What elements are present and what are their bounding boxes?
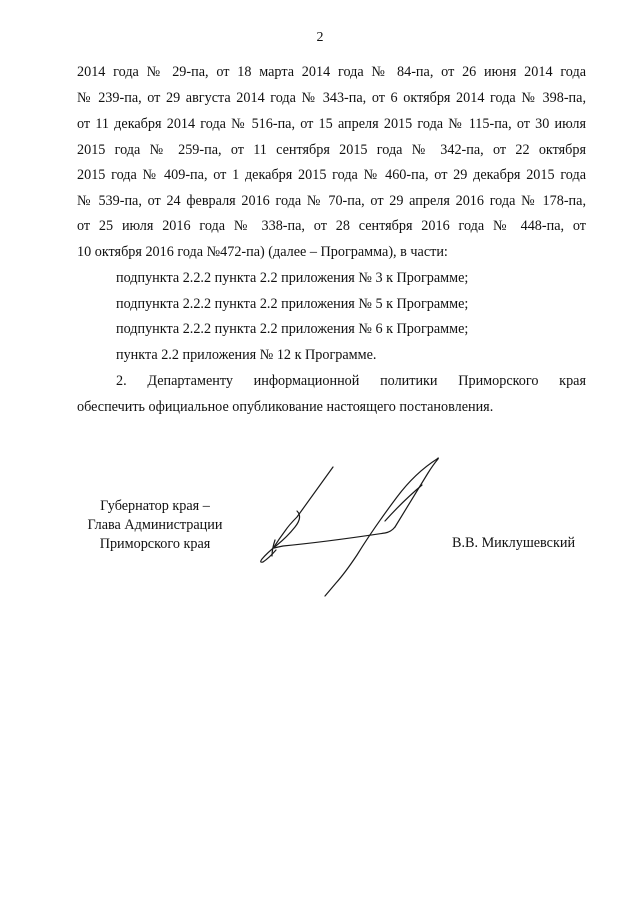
- signatory-title-line: Глава Администрации: [87, 517, 223, 533]
- list-item: пункта 2.2 приложения № 12 к Программе.: [116, 347, 377, 363]
- body-line: № 539-па, от 24 февраля 2016 года № 70-па, от 29 апреля 2016 года № 178-па,: [77, 193, 586, 209]
- body-line: 2015 года № 409-па, от 1 декабря 2015 года № 460-па, от 29 декабря 2015 года: [77, 167, 586, 183]
- signatory-title-line: Приморского края: [99, 536, 211, 552]
- handwritten-signature: [245, 455, 460, 605]
- body-line: 10 октября 2016 года №472-па) (далее – Программа), в части:: [77, 244, 448, 260]
- list-item: подпункта 2.2.2 пункта 2.2 приложения № 3 к Программе;: [116, 270, 469, 286]
- clause-2-line: 2. Департаменту информационной политики Приморского края: [116, 373, 586, 389]
- body-line: 2015 года № 259-па, от 11 сентября 2015 года № 342-па, от 22 октября: [77, 142, 586, 158]
- signatory-title-line: Губернатор края –: [100, 498, 210, 514]
- list-item: подпункта 2.2.2 пункта 2.2 приложения № 5 к Программе;: [116, 296, 469, 312]
- body-line: № 239-па, от 29 августа 2014 года № 343-па, от 6 октября 2014 года № 398-па,: [77, 90, 586, 106]
- signatory-name: В.В. Миклушевский: [452, 535, 576, 551]
- body-line: 2014 года № 29-па, от 18 марта 2014 года № 84-па, от 26 июня 2014 года: [77, 64, 586, 80]
- body-line: от 11 декабря 2014 года № 516-па, от 15 апреля 2015 года № 115-па, от 30 июля: [77, 116, 586, 132]
- page-number: 2: [316, 30, 324, 45]
- list-item: подпункта 2.2.2 пункта 2.2 приложения № 6 к Программе;: [116, 321, 469, 337]
- body-line: от 25 июля 2016 года № 338-па, от 28 сентября 2016 года № 448-па, от: [77, 218, 586, 234]
- clause-2-line: обеспечить официальное опубликование настоящего постановления.: [77, 399, 494, 415]
- signatory-title: [70, 497, 240, 554]
